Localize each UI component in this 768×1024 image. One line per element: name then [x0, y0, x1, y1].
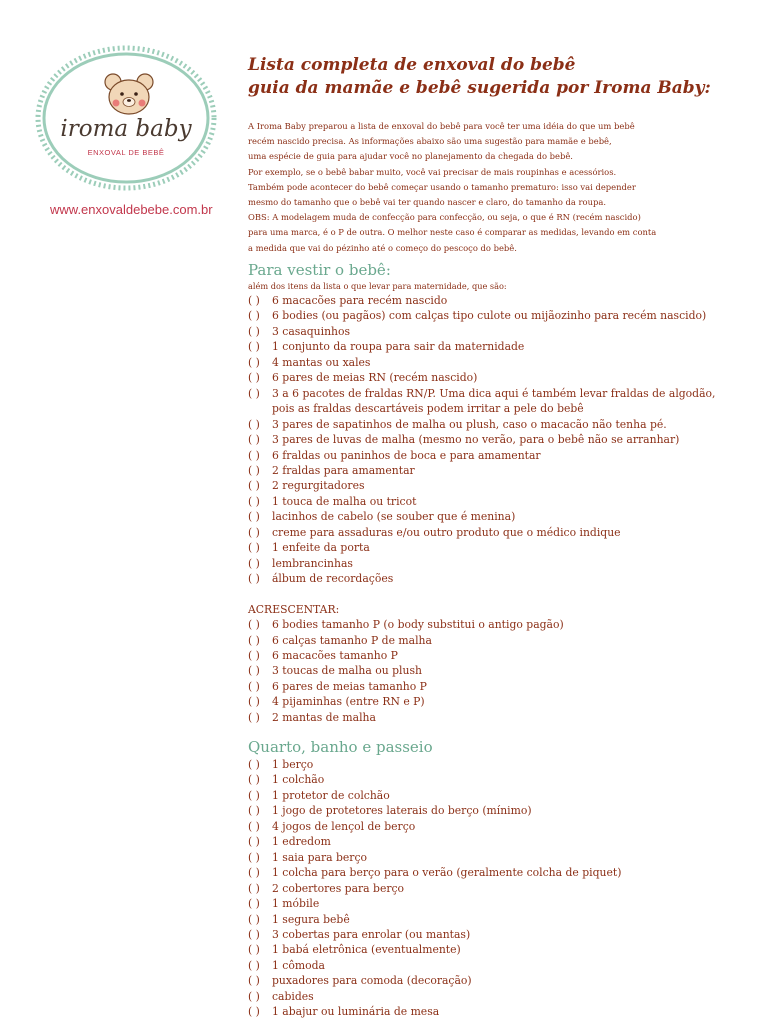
checkbox[interactable]: ( )	[248, 989, 260, 1003]
intro-line: a medida que vai do pézinho até o começo do pescoço do bebê.	[248, 242, 517, 253]
checkbox[interactable]: ( )	[248, 525, 260, 539]
list-item[interactable]: ( ) 1 abajur ou luminária de mesa	[248, 1005, 440, 1019]
checkbox[interactable]: ( )	[248, 417, 260, 431]
checkbox[interactable]: ( )	[248, 556, 260, 570]
list-item[interactable]: ( ) 6 bodies tamanho P (o body substitui o antigo pagão)	[248, 618, 564, 632]
checkbox[interactable]: ( )	[248, 355, 260, 369]
intro-line: Por exemplo, se o bebê babar muito, você vai precisar de mais roupinhas e acessórios.	[248, 166, 617, 177]
list-item[interactable]: ( ) 1 touca de malha ou tricot	[248, 494, 417, 508]
list-item[interactable]: ( ) 4 pijaminhas (entre RN e P)	[248, 695, 425, 709]
list-item[interactable]: ( ) 1 protetor de colchão	[248, 788, 390, 802]
checkbox[interactable]: ( )	[248, 866, 260, 880]
list-item[interactable]: ( ) 6 pares de meias tamanho P	[248, 679, 427, 693]
checkbox[interactable]: ( )	[248, 479, 260, 493]
checkbox[interactable]: ( )	[248, 912, 260, 926]
brand-logo	[34, 44, 218, 192]
checkbox[interactable]: ( )	[248, 572, 260, 586]
list-item[interactable]: ( ) 4 jogos de lençol de berço	[248, 819, 416, 833]
list-item[interactable]: ( ) puxadores para comoda (decoração)	[248, 974, 472, 988]
list-item[interactable]: ( ) 1 berço	[248, 758, 314, 771]
checkbox[interactable]: ( )	[248, 850, 260, 864]
checkbox[interactable]: ( )	[248, 386, 260, 400]
list-item[interactable]: ( ) 3 cobertas para enrolar (ou mantas)	[248, 927, 471, 941]
checkbox[interactable]: ( )	[248, 664, 260, 678]
intro-line: OBS: A modelagem muda de confecção para confecção, ou seja, o que é RN (recém nascido)	[248, 212, 641, 223]
title-line-2: guia da mamãe e bebê sugerida por Iroma Baby:	[248, 78, 711, 98]
checkbox[interactable]: ( )	[248, 897, 260, 911]
intro-line: A Iroma Baby preparou a lista de enxoval do bebê para você ter uma idéia do que um bebê	[248, 121, 635, 131]
list-item[interactable]: ( ) 1 segura bebê	[248, 912, 350, 926]
clothing-list	[248, 293, 748, 587]
checkbox[interactable]: ( )	[248, 758, 260, 771]
checkbox[interactable]: ( )	[248, 943, 260, 957]
list-item[interactable]: ( ) 6 pares de meias RN (recém nascido)	[248, 371, 478, 385]
list-item[interactable]: ( ) 4 mantas ou xales	[248, 355, 371, 369]
list-item[interactable]: ( ) 2 mantas de malha	[248, 710, 376, 724]
list-item[interactable]: ( ) 2 regurgitadores	[248, 479, 365, 493]
checkbox[interactable]: ( )	[248, 371, 260, 385]
intro-line: uma espécie de guia para ajudar você no planejamento da chegada do bebê.	[248, 151, 573, 162]
checkbox[interactable]: ( )	[248, 819, 260, 833]
list-item[interactable]: ( ) cabides	[248, 989, 314, 1003]
list-item[interactable]: ( ) 1 móbile	[248, 897, 320, 911]
section-clothing	[248, 260, 748, 725]
title-line-1: Lista completa de enxoval do bebê	[248, 55, 576, 75]
list-item[interactable]: ( ) 1 edredom	[248, 835, 331, 849]
checkbox[interactable]: ( )	[248, 618, 260, 632]
checkbox[interactable]: ( )	[248, 541, 260, 555]
list-item[interactable]: ( ) 1 jogo de protetores laterais do berço (mínimo)	[248, 804, 532, 818]
list-item[interactable]: ( ) 1 colcha para berço para o verão (geralmente colcha de piquet)	[248, 866, 622, 880]
checkbox[interactable]: ( )	[248, 788, 260, 802]
checkbox[interactable]: ( )	[248, 633, 260, 647]
checkbox[interactable]: ( )	[248, 309, 260, 323]
intro-line: mesmo do tamanho que o bebê vai ter quando nascer e claro, do tamanho da roupa.	[248, 197, 606, 208]
list-item[interactable]: ( ) 3 pares de luvas de malha (mesmo no verão, para o bebê não se arranhar)	[248, 433, 680, 447]
checkbox[interactable]: ( )	[248, 881, 260, 895]
checkbox[interactable]: ( )	[248, 433, 260, 447]
list-item[interactable]: ( ) 3 pares de sapatinhos de malha ou plush, caso o macacão não tenha pé.	[248, 417, 667, 431]
section-heading: Para vestir o bebê:	[248, 261, 391, 279]
checkbox[interactable]: ( )	[248, 773, 260, 787]
checkbox[interactable]: ( )	[248, 1005, 260, 1019]
list-item[interactable]: ( ) 6 macacões tamanho P	[248, 648, 398, 662]
add-label: ACRESCENTAR:	[248, 602, 340, 616]
list-item[interactable]: ( ) 1 cômoda	[248, 958, 325, 972]
checkbox[interactable]: ( )	[248, 835, 260, 849]
checkbox[interactable]: ( )	[248, 463, 260, 477]
checkbox[interactable]: ( )	[248, 710, 260, 724]
checkbox[interactable]: ( )	[248, 958, 260, 972]
section-room-bath	[248, 737, 748, 1020]
list-item[interactable]: ( ) 3 a 6 pacotes de fraldas RN/P. Uma dica aqui é também levar fraldas de algodão,	[248, 386, 716, 400]
bear-icon	[105, 74, 153, 114]
intro-line: recém nascido precisa. As informações abaixo são uma sugestão para mamãe e bebê,	[248, 136, 612, 147]
brand-name: iroma baby	[60, 116, 192, 142]
intro-paragraph	[248, 119, 748, 256]
checkbox[interactable]: ( )	[248, 648, 260, 662]
page-title	[248, 54, 748, 100]
checkbox[interactable]: ( )	[248, 804, 260, 818]
checkbox[interactable]: ( )	[248, 974, 260, 988]
add-list	[248, 617, 748, 725]
section-subtitle: além dos itens da lista o que levar para maternidade, que são:	[248, 281, 507, 291]
checkbox[interactable]: ( )	[248, 679, 260, 693]
list-item[interactable]: ( ) 6 bodies (ou pagãos) com calças tipo culote ou mijãozinho para recém nascido)	[248, 309, 707, 323]
list-item[interactable]: ( ) creme para assaduras e/ou outro produto que o médico indique	[248, 525, 621, 539]
checkbox[interactable]: ( )	[248, 695, 260, 709]
list-item[interactable]: ( ) 1 conjunto da roupa para sair da maternidade	[248, 340, 525, 354]
list-item[interactable]: ( ) álbum de recordações	[248, 572, 394, 586]
list-item[interactable]: ( ) 2 fraldas para amamentar	[248, 463, 415, 477]
checkbox[interactable]: ( )	[248, 340, 260, 354]
list-item[interactable]: ( ) 1 enfeite da porta	[248, 541, 370, 555]
checkbox[interactable]: ( )	[248, 294, 260, 307]
section-heading: Quarto, banho e passeio	[248, 738, 433, 756]
intro-line: para uma marca, é o P de outra. O melhor neste caso é comparar as medidas, levando em conta	[248, 227, 657, 238]
list-item-continuation: pois as fraldas descartáveis podem irritar a pele do bebê	[272, 402, 584, 416]
checkbox[interactable]: ( )	[248, 324, 260, 338]
checkbox[interactable]: ( )	[248, 927, 260, 941]
list-item[interactable]: ( ) 1 saia para berço	[248, 850, 367, 864]
list-item[interactable]: ( ) 2 cobertores para berço	[248, 881, 405, 895]
list-item[interactable]: ( ) lacinhos de cabelo (se souber que é menina)	[248, 510, 516, 524]
list-item[interactable]: ( ) lembrancinhas	[248, 556, 353, 570]
list-item[interactable]: ( ) 6 fraldas ou paninhos de boca e para amamentar	[248, 448, 541, 462]
checkbox[interactable]: ( )	[248, 510, 260, 524]
list-item[interactable]: ( ) 6 calças tamanho P de malha	[248, 633, 432, 647]
intro-line: Também pode acontecer do bebê começar usando o tamanho prematuro: isso vai depender	[248, 181, 636, 192]
checkbox[interactable]: ( )	[248, 494, 260, 508]
brand-tagline: ENXOVAL DE BEBÊ	[87, 148, 165, 157]
list-item[interactable]: ( ) 6 macacões para recém nascido	[248, 294, 448, 307]
room-list	[248, 757, 748, 1020]
list-item[interactable]: ( ) 1 babá eletrônica (eventualmente)	[248, 943, 461, 957]
list-item[interactable]: ( ) 3 casaquinhos	[248, 324, 351, 338]
list-item[interactable]: ( ) 1 colchão	[248, 773, 325, 787]
website-link[interactable]: www.enxovaldebebe.com.br	[50, 202, 213, 217]
list-item[interactable]: ( ) 3 toucas de malha ou plush	[248, 664, 422, 678]
checkbox[interactable]: ( )	[248, 448, 260, 462]
